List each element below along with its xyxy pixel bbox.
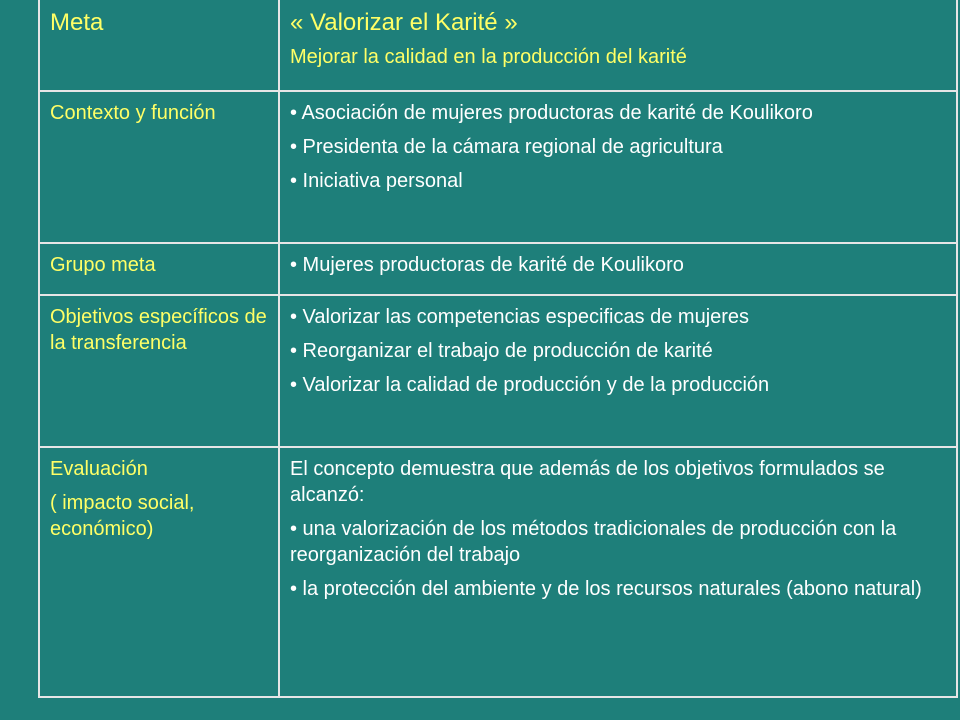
label-subtext: ( impacto social, económico) xyxy=(50,492,195,540)
list-item: • Mujeres productoras de karité de Koulikoro xyxy=(290,254,684,276)
list-item: • Reorganizar el trabajo de producción de karité xyxy=(290,340,713,362)
list-item: • la protección del ambiente y de los recursos naturales (abono natural) xyxy=(290,578,922,600)
label-text: Grupo meta xyxy=(50,254,156,276)
content-cell-evaluation xyxy=(280,448,956,698)
label-cell-objectives xyxy=(40,296,280,446)
list-item: • Valorizar las competencias especificas de mujeres xyxy=(290,306,750,328)
list-item: • Valorizar la calidad de producción y de la producción xyxy=(290,374,770,396)
table-row-target-group xyxy=(40,244,956,296)
label-cell-evaluation xyxy=(40,448,280,698)
content-cell-meta xyxy=(280,0,956,90)
label-text: Meta xyxy=(50,9,104,36)
list-item: • una valorización de los métodos tradicionales de producción con la reorganización del trabajo xyxy=(290,518,897,566)
meta-subtitle: Mejorar la calidad en la producción del karité xyxy=(290,46,687,68)
slide-table xyxy=(38,0,958,698)
label-text: Evaluación xyxy=(50,458,148,480)
content-cell-objectives xyxy=(280,296,956,446)
table-row-meta xyxy=(40,0,956,92)
table-row-objectives xyxy=(40,296,956,448)
list-item: • Iniciativa personal xyxy=(290,170,463,192)
evaluation-intro: El concepto demuestra que además de los objetivos formulados se alcanzó: xyxy=(290,458,885,506)
table-row-context xyxy=(40,92,956,244)
list-item: • Presidenta de la cámara regional de agricultura xyxy=(290,136,723,158)
content-cell-target-group xyxy=(280,244,956,294)
label-cell-meta xyxy=(40,0,280,90)
label-text: Contexto y función xyxy=(50,102,216,124)
table-row-evaluation xyxy=(40,448,956,698)
content-cell-context xyxy=(280,92,956,242)
meta-title: « Valorizar el Karité » xyxy=(290,9,518,36)
label-cell-context xyxy=(40,92,280,242)
label-text: Objetivos específicos de la transferencia xyxy=(50,306,267,354)
list-item: • Asociación de mujeres productoras de karité de Koulikoro xyxy=(290,102,813,124)
label-cell-target-group xyxy=(40,244,280,294)
